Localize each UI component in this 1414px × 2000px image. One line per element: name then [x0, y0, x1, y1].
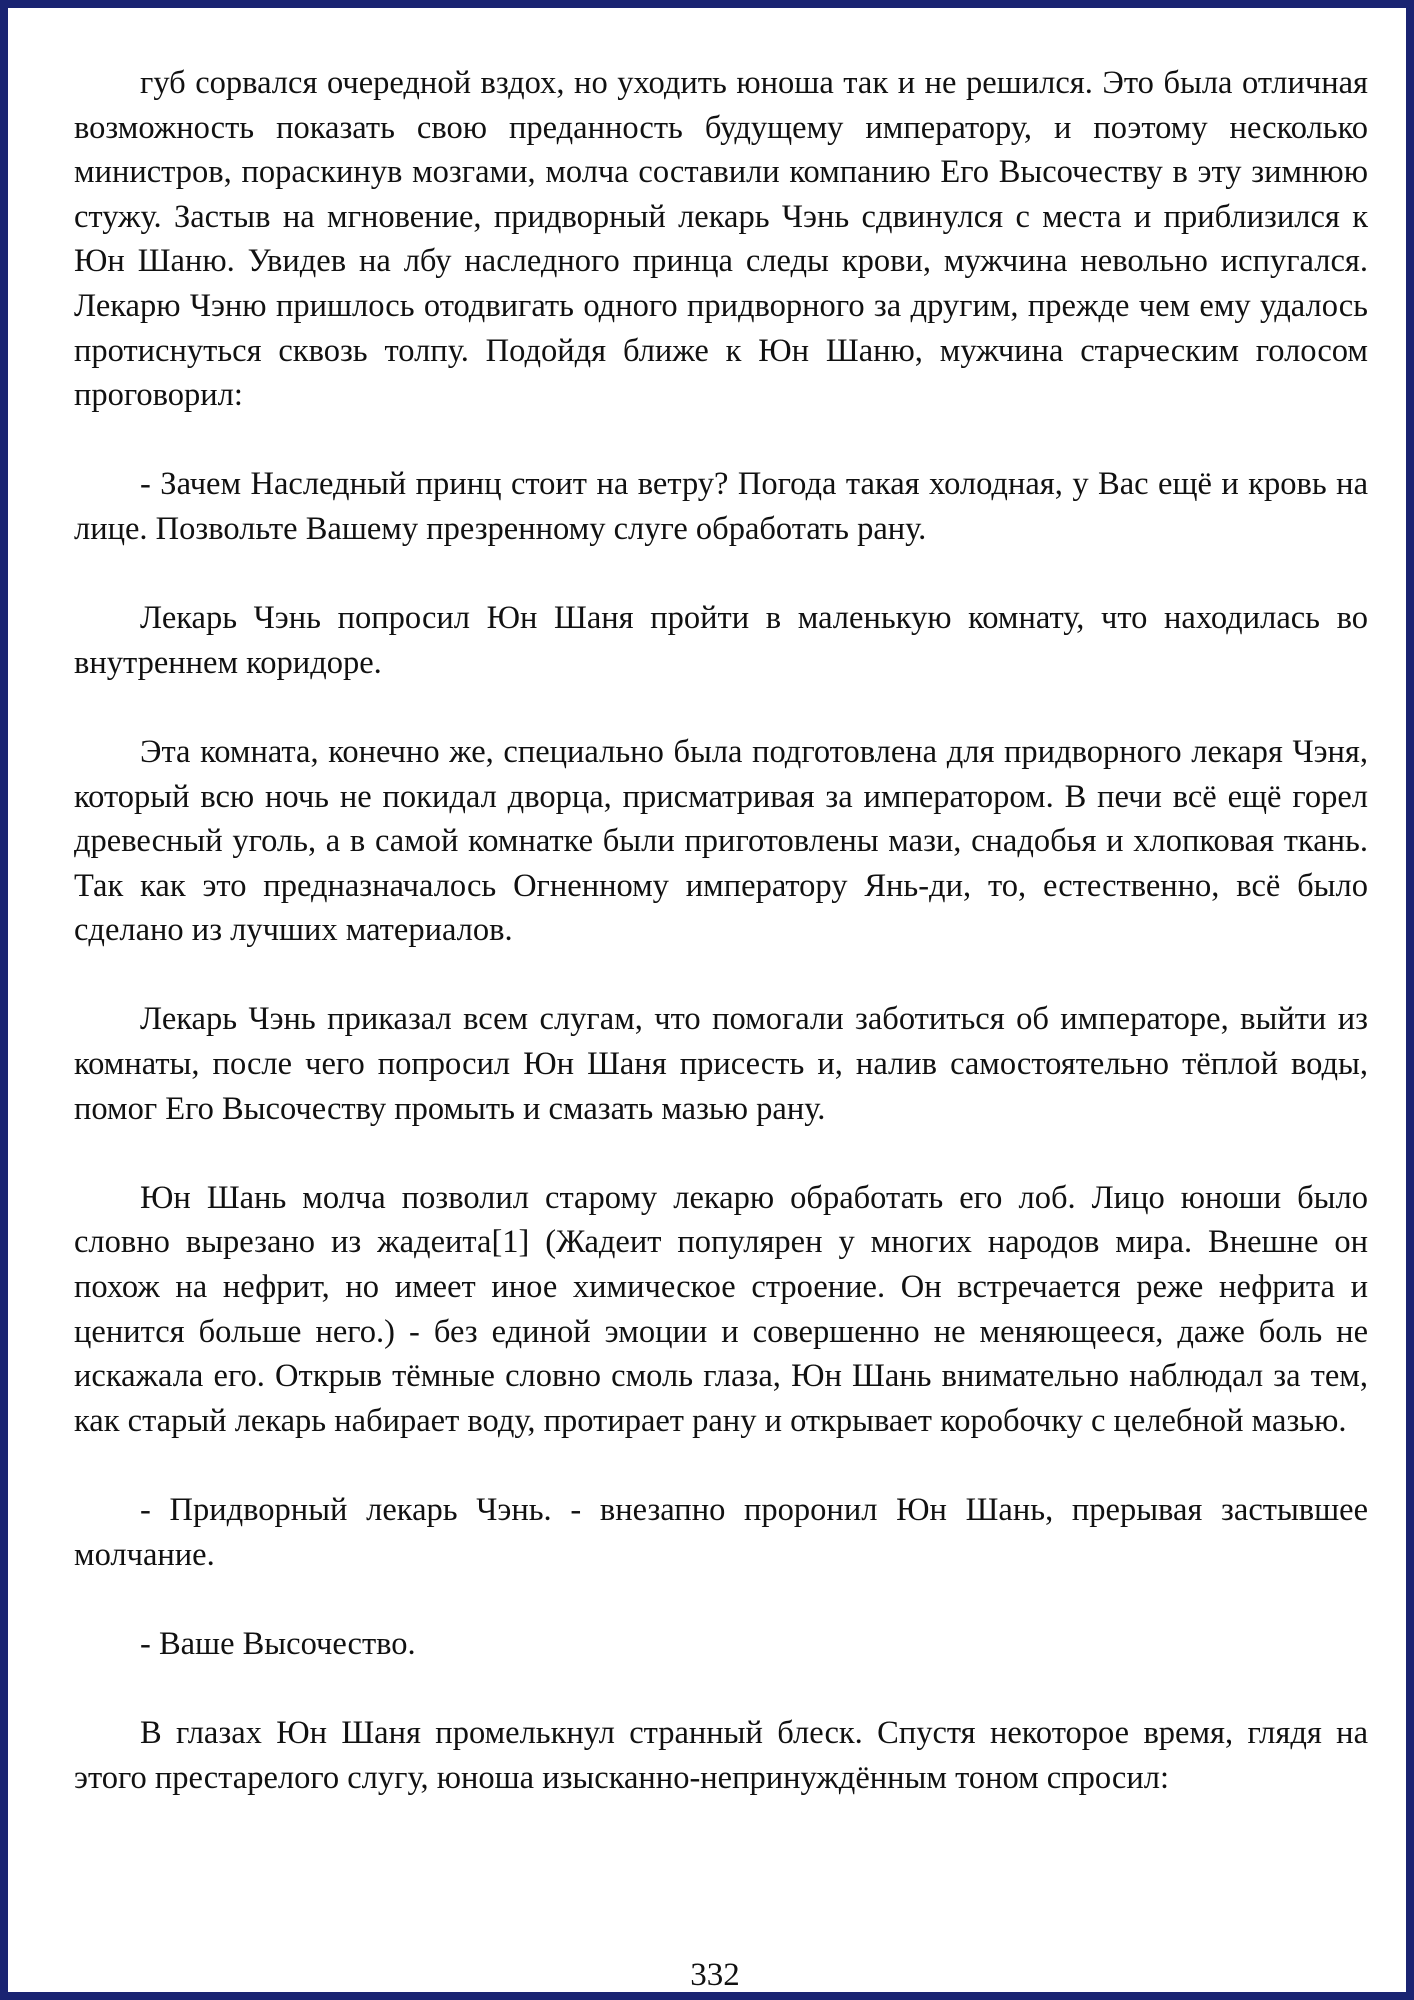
paragraph-8: - Ваше Высочество. — [140, 1625, 416, 1662]
paragraph-9: В глазах Юн Шаня промелькнул странный блеск. Спустя некоторое время, глядя на этого престарелого слугу, юноша изысканно-непринуждённым тоном спросил: — [74, 1714, 1368, 1796]
paragraph-1: губ сорвался очередной вздох, но уходить юноша так и не решился. Это была отличная возможность показать свою преданность будущему императору, и поэтому несколько министров, пораскинув мозгами, молча составили компанию Его Высочеству в эту зимнюю стужу. Застыв на мгновение, придворный лекарь Чэнь сдвинулся с места и приблизился к Юн Шаню. Увидев на лбу наследного принца следы крови, мужчина невольно испугался. Лекарю Чэню пришлось отодвигать одного придворного за другим, прежде чем ему удалось протиснуться сквозь толпу. Подойдя ближе к Юн Шаню, мужчина старческим голосом проговорил: — [74, 65, 1368, 414]
paragraph-3: Лекарь Чэнь попросил Юн Шаня пройти в маленькую комнату, что находилась во внутреннем коридоре. — [74, 600, 1368, 681]
paragraph-7: - Придворный лекарь Чэнь. - внезапно проронил Юн Шань, прерывая застывшее молчание. — [74, 1492, 1368, 1573]
body-text — [74, 61, 1368, 1800]
paragraph-4: Эта комната, конечно же, специально была подготовлена для придворного лекаря Чэня, который всю ночь не покидал дворца, присматривая за императором. В печи всё ещё горел древесный уголь, а в самой комнатке были приготовлены мази, снадобья и хлопковая ткань. Так как это предназначалось Огненному императору Янь-ди, то, естественно, всё было сделано из лучших материалов. — [74, 733, 1368, 949]
page-number: 332 — [690, 1957, 740, 1993]
paragraph-6: Юн Шань молча позволил старому лекарю обработать его лоб. Лицо юноши было словно вырезано из жадеита[1] (Жадеит популярен у многих народов мира. Внешне он похож на нефрит, но имеет иное химическое строение. Он встречается реже нефрита и ценится больше него.) - без единой эмоции и совершенно не меняющееся, даже боль не искажала его. Открыв тёмные словно смоль глаза, Юн Шань внимательно наблюдал за тем, как старый лекарь набирает воду, протирает рану и открывает коробочку с целебной мазью. — [74, 1179, 1368, 1439]
paragraph-5: Лекарь Чэнь приказал всем слугам, что помогали заботиться об императоре, выйти из комнаты, после чего попросил Юн Шаня присесть и, налив самостоятельно тёплой воды, помог Его Высочеству промыть и смазать мазью рану. — [74, 1001, 1368, 1127]
paragraph-2: - Зачем Наследный принц стоит на ветру? Погода такая холодная, у Вас ещё и кровь на лице. Позвольте Вашему презренному слуге обработать рану. — [74, 466, 1368, 547]
